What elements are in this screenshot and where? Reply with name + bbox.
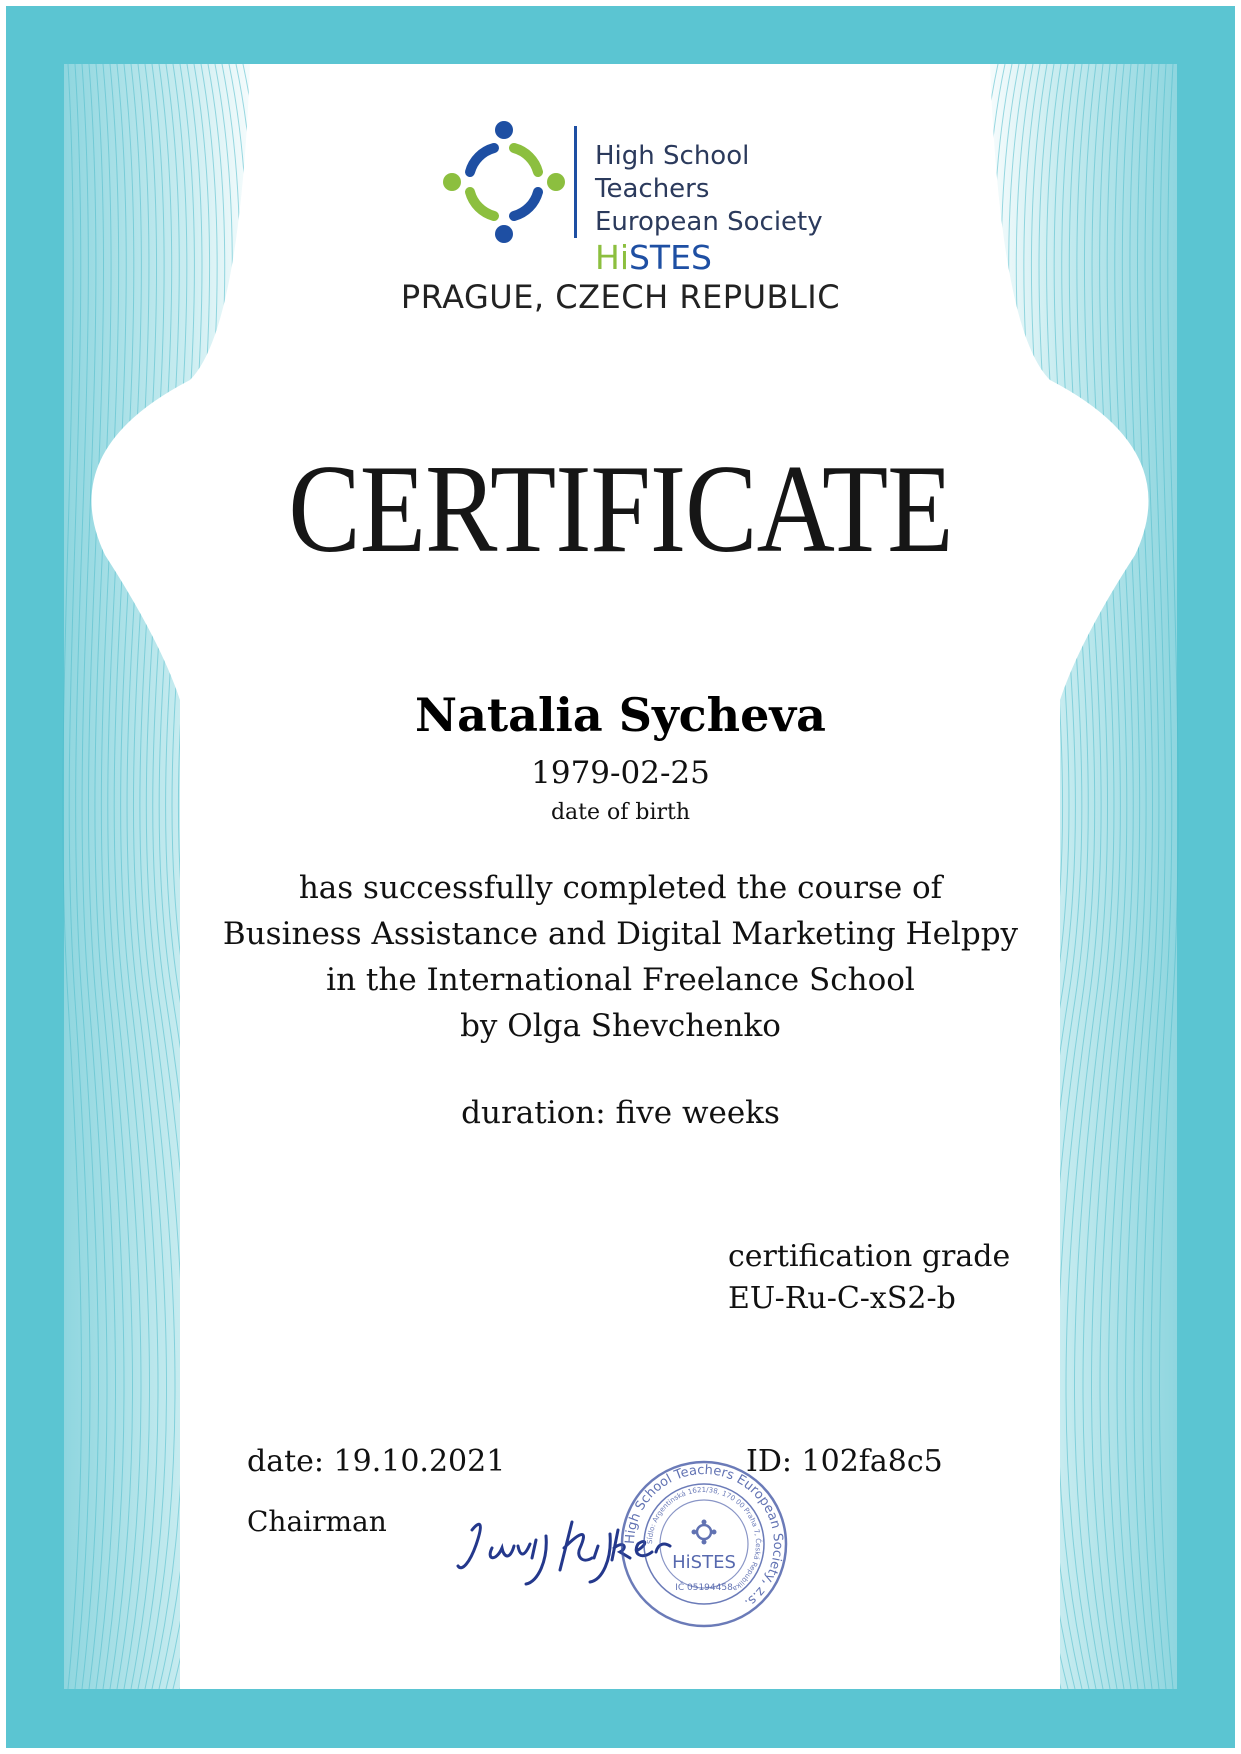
org-emblem-icon [440, 118, 570, 248]
birth-date: 1979-02-25 [531, 755, 710, 791]
org-acronym [595, 239, 860, 277]
org-acronym-hi: Hi [595, 238, 629, 277]
recipient-name: Natalia Sycheva [415, 688, 826, 742]
certificate-id: ID: 102fa8c5 [746, 1444, 943, 1479]
certificate-title: CERTIFICATE [288, 440, 953, 579]
org-location: PRAGUE, CZECH REPUBLIC [400, 278, 841, 316]
stamp-center-text: HiSTES [672, 1552, 736, 1573]
stamp-inner-text: Sídlo: Argentinská 1621/38, 170 00 Praha 7, Česká Republika [645, 1485, 763, 1593]
grade-value: EU-Ru-C-xS2-b [728, 1281, 956, 1316]
birth-date-label: date of birth [550, 800, 691, 825]
org-name-line2: European Society [595, 207, 823, 237]
org-logo [440, 118, 860, 277]
school-name: in the International Freelance School [326, 962, 915, 998]
completion-statement [0, 865, 1241, 1049]
course-duration: duration: five weeks [461, 1095, 780, 1131]
org-name [595, 140, 860, 277]
certification-grade [728, 1236, 1010, 1320]
org-name-line1: High School Teachers [595, 141, 750, 204]
official-stamp [618, 1458, 790, 1630]
course-name: Business Assistance and Digital Marketing Helppy [222, 916, 1019, 952]
org-acronym-rest: STES [628, 238, 712, 277]
stamp-ring-text: High School Teachers European Society, z.s. [622, 1462, 786, 1611]
signatory-role: Chairman [247, 1505, 387, 1538]
stamp-registration-number: IČ 05194458 [675, 1583, 733, 1593]
course-author: by Olga Shevchenko [460, 1008, 781, 1044]
issue-date: date: 19.10.2021 [247, 1444, 506, 1479]
logo-divider [574, 126, 577, 238]
grade-label: certification grade [728, 1239, 1011, 1274]
statement-line1: has successfully completed the course of [298, 870, 943, 906]
